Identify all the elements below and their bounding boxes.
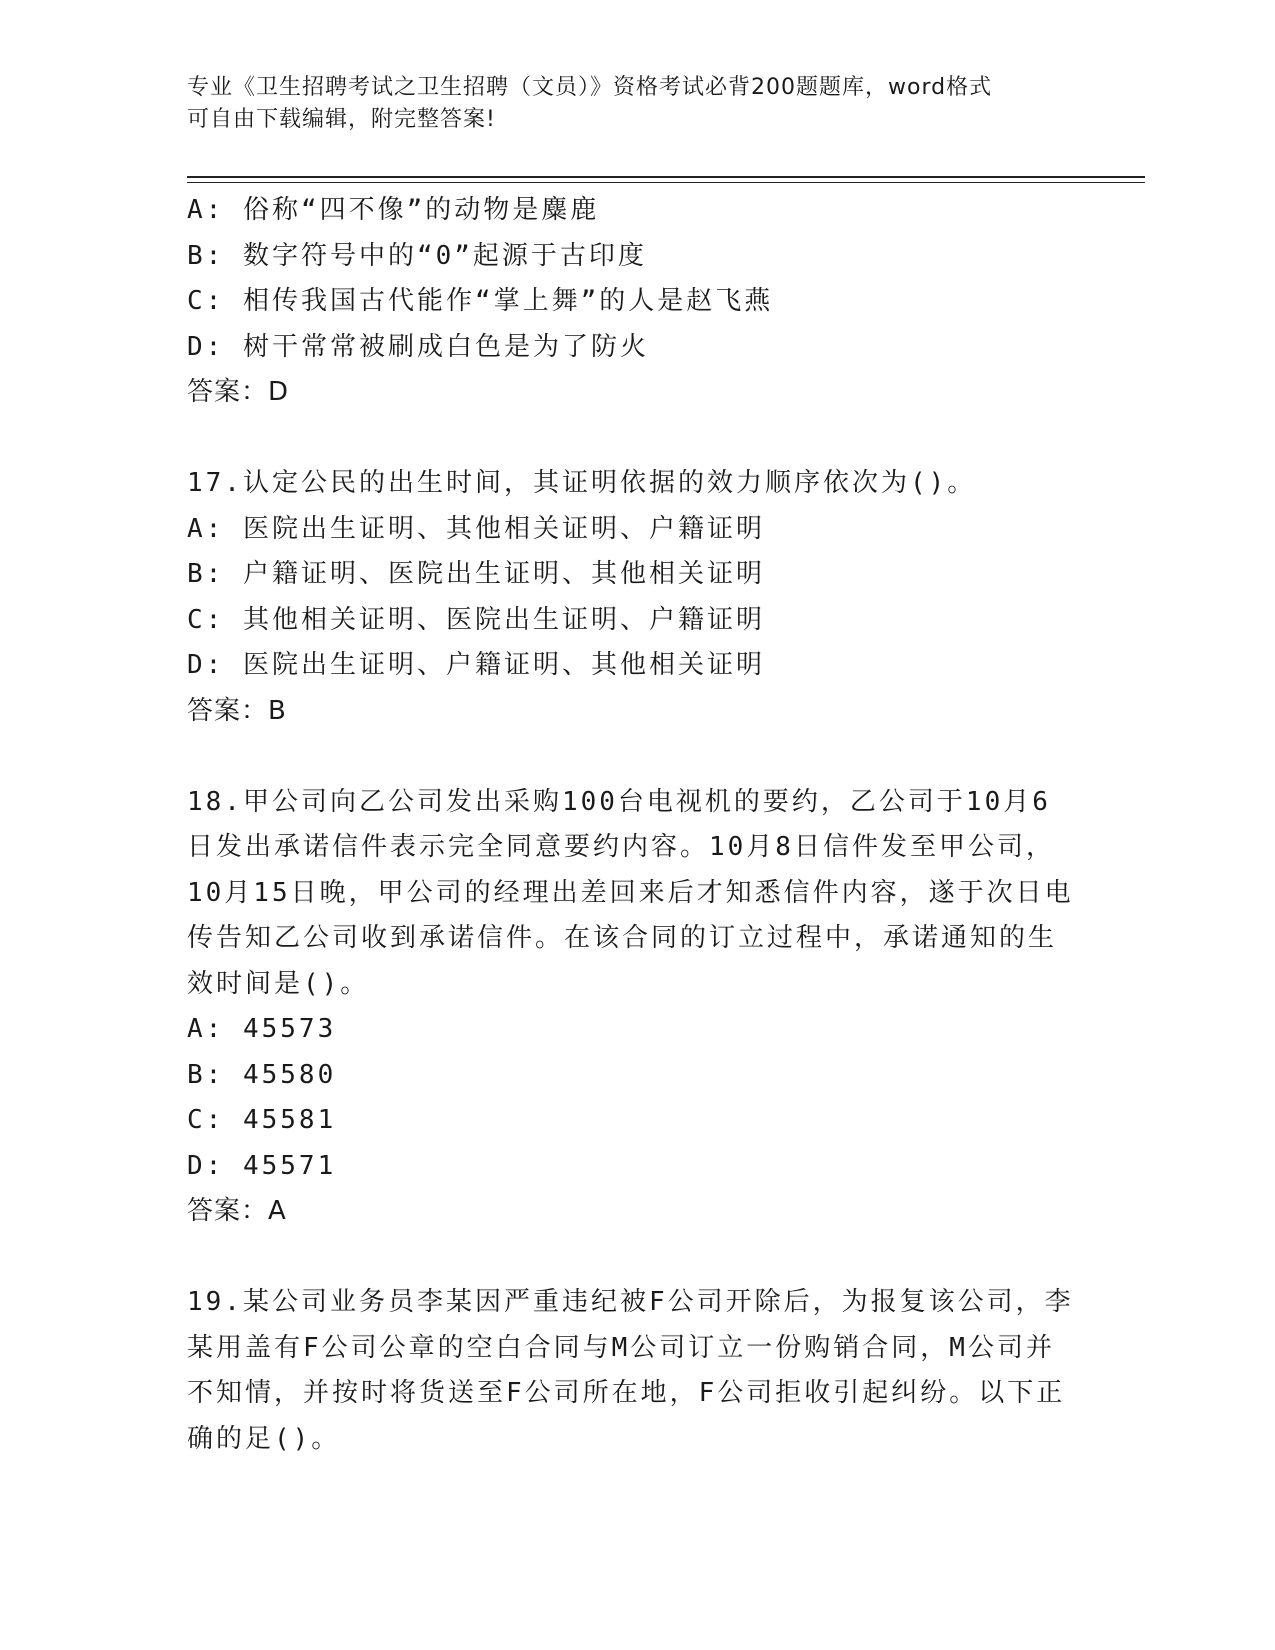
q17-option-a: A: 医院出生证明、其他相关证明、户籍证明 bbox=[187, 513, 765, 544]
q18-option-c: C: 45581 bbox=[187, 1105, 337, 1135]
question-list bbox=[187, 188, 1087, 1462]
q18-answer: 答案：A bbox=[187, 1196, 287, 1226]
q16-option-b: B: 数字符号中的“0”起源于古印度 bbox=[187, 240, 647, 271]
spacer bbox=[187, 734, 1087, 780]
header-title-line-1: 专业《卫生招聘考试之卫生招聘（文员）》资格考试必背200题题库，word格式 bbox=[187, 75, 993, 100]
q18-option-a: A: 45573 bbox=[187, 1014, 337, 1044]
header-title-line-2: 可自由下载编辑，附完整答案! bbox=[187, 107, 496, 132]
q19-question-line: 确的足()。 bbox=[187, 1423, 341, 1454]
q18-question-line: 传告知乙公司收到承诺信件。在该合同的订立过程中，承诺通知的生 bbox=[187, 923, 1058, 953]
q18-question-line: 日发出承诺信件表示完全同意要约内容。10月8日信件发至甲公司， bbox=[187, 832, 1055, 862]
q16-answer: 答案：D bbox=[187, 377, 290, 407]
q17-option-c: C: 其他相关证明、医院出生证明、户籍证明 bbox=[187, 604, 765, 635]
q16-option-a: A: 俗称“四不像”的动物是麋鹿 bbox=[187, 195, 600, 225]
q17-option-b: B: 户籍证明、医院出生证明、其他相关证明 bbox=[187, 559, 765, 589]
spacer bbox=[187, 416, 1087, 462]
q17-answer: 答案：B bbox=[187, 695, 287, 726]
q19-question-line: 19.某公司业务员李某因严重违纪被F公司开除后，为报复该公司，李 bbox=[187, 1287, 1074, 1317]
q18-option-d: D: 45571 bbox=[187, 1150, 337, 1181]
q18-question-line: 10月15日晚，甲公司的经理出差回来后才知悉信件内容，遂于次日电 bbox=[187, 877, 1074, 908]
q17-option-d: D: 医院出生证明、户籍证明、其他相关证明 bbox=[187, 650, 765, 680]
q19-question-line: 某用盖有F公司公章的空白合同与M公司订立一份购销合同，M公司并 bbox=[187, 1332, 1055, 1363]
q18-option-b: B: 45580 bbox=[187, 1059, 337, 1090]
q17-question: 17.认定公民的出生时间，其证明依据的效力顺序依次为()。 bbox=[187, 468, 977, 498]
q16-option-d: D: 树干常常被刷成白色是为了防火 bbox=[187, 331, 649, 362]
q19-question-line: 不知情，并按时将货送至F公司所在地，F公司拒收引起纠纷。以下正 bbox=[187, 1378, 1066, 1408]
q18-question-line: 18.甲公司向乙公司发出采购100台电视机的要约，乙公司于10月6 bbox=[187, 786, 1051, 817]
header-divider-thin bbox=[187, 182, 1145, 183]
q18-question-line: 效时间是()。 bbox=[187, 968, 370, 999]
q16-option-c: C: 相传我国古代能作“掌上舞”的人是赵飞燕 bbox=[187, 286, 774, 316]
spacer bbox=[187, 1235, 1087, 1281]
header-divider-thick bbox=[187, 176, 1145, 178]
document-header bbox=[187, 72, 1067, 136]
